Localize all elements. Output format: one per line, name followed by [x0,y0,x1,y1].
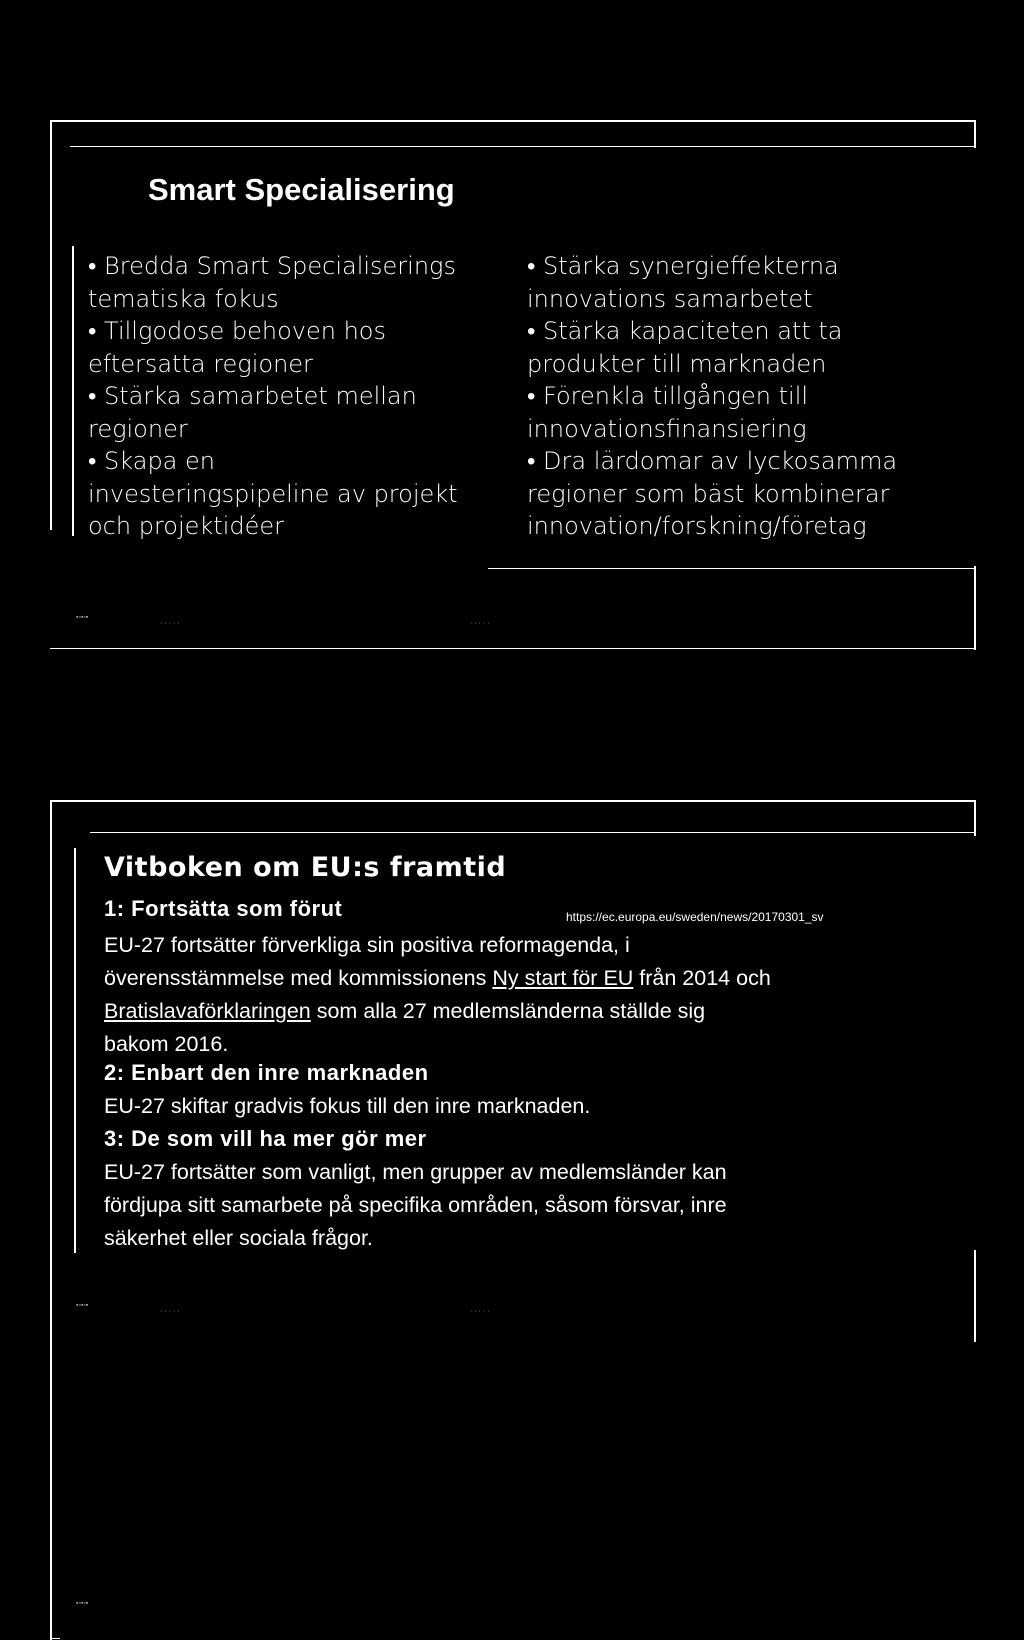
list-item: regioner som bäst kombinerar [527,479,890,508]
paragraph-line [104,962,771,995]
paragraph-line [104,995,771,1028]
list-item: regioner [88,414,188,443]
list-item: tematiska fokus [88,284,279,313]
list-item: eftersatta regioner [88,349,313,378]
list-item: • Skapa en [88,447,215,475]
list-item: produkter till marknaden [527,349,827,378]
slide2-inner-left-border [74,848,76,1253]
slide1-footer-date-text: · · · · · [160,620,180,627]
list-item: innovationsfinansiering [527,414,807,443]
list-item: innovations samarbetet [527,284,813,313]
link-bratislavaforklaringen[interactable]: Bratislavaförklaringen [104,999,311,1023]
slide2-left-border [50,800,52,1640]
list-item: • Bredda Smart Specialiserings [88,252,456,280]
list-item: • Stärka synergieffekterna [527,252,839,280]
paragraph-line: fördjupa sitt samarbete på specifika områden, såsom försvar, inre [104,1193,727,1217]
source-url: https://ec.europa.eu/sweden/news/20170301_sv [566,910,824,924]
section-paragraph-3 [104,1156,727,1255]
list-item: • Förenkla tillgången till [527,382,809,410]
slide2-title: Vitboken om EU:s framtid [104,852,507,883]
paragraph-line: bakom 2016. [104,1032,229,1056]
slide2-top-inner-border [90,832,976,833]
slide2-right-border [974,800,976,836]
slide1-left-border [50,120,52,530]
section-heading-3: 3: De som vill ha mer gör mer [104,1126,427,1151]
link-ny-start-for-eu[interactable]: Ny start för EU [492,966,634,990]
slide2-footer-marks: ▪▫▪▫▪ [76,1302,89,1309]
slide2-top-border [50,800,976,802]
paragraph-line: EU-27 fortsätter förverkliga sin positiva reformagenda, i [104,933,630,957]
slide2-bottom-corner [50,1638,60,1639]
list-item: • Stärka samarbetet mellan [88,382,417,410]
slide1-inner-left-border [72,246,74,536]
text-span: överensstämmelse med kommissionens [104,966,493,990]
slide1-bottom-border [50,648,976,649]
paragraph-line: säkerhet eller sociala frågor. [104,1226,373,1250]
section-paragraph-2: EU-27 skiftar gradvis fokus till den inre marknaden. [104,1094,591,1118]
slide2-footer-date-text: · · · · · [160,1308,180,1315]
slide2-footer-right-border [974,1250,976,1342]
slide1-footer-logo-text: ▪▫▪▫▪ [76,614,89,621]
slide1-top-border [50,120,976,122]
list-item: innovation/forskning/företag [527,512,867,540]
slide1-footer-center-text: · · · · · [470,620,490,627]
list-item: och projektidéer [88,512,285,540]
paragraph-line: EU-27 fortsätter som vanligt, men grupper av medlemsländer kan [104,1160,727,1184]
text-span: från 2014 och [633,966,771,990]
slide1-right-border [974,120,976,148]
slide1-right-column [527,250,897,543]
slide1-title: Smart Specialisering [148,172,455,207]
list-item: • Stärka kapaciteten att ta [527,317,843,345]
section-heading-2: 2: Enbart den inre marknaden [104,1060,429,1085]
list-item: • Tillgodose behoven hos [88,317,386,345]
slide1-footer-top-line [488,568,976,569]
list-item: investeringspipeline av projekt [88,479,458,508]
text-span: som alla 27 medlemsländerna ställde sig [310,999,706,1023]
slide1-left-column [88,250,458,543]
section-paragraph-1 [104,929,771,1061]
section-heading-1: 1: Fortsätta som förut [104,896,343,921]
list-item: • Dra lärdomar av lyckosamma [527,447,898,475]
slide2-footer-center-text: · · · · · [470,1308,490,1315]
slide1-footer-right-border [974,566,976,650]
slide2-footer-logo-text: ▪▫▪▫▪ [76,1600,89,1607]
slide1-top-inner-border [70,146,976,147]
